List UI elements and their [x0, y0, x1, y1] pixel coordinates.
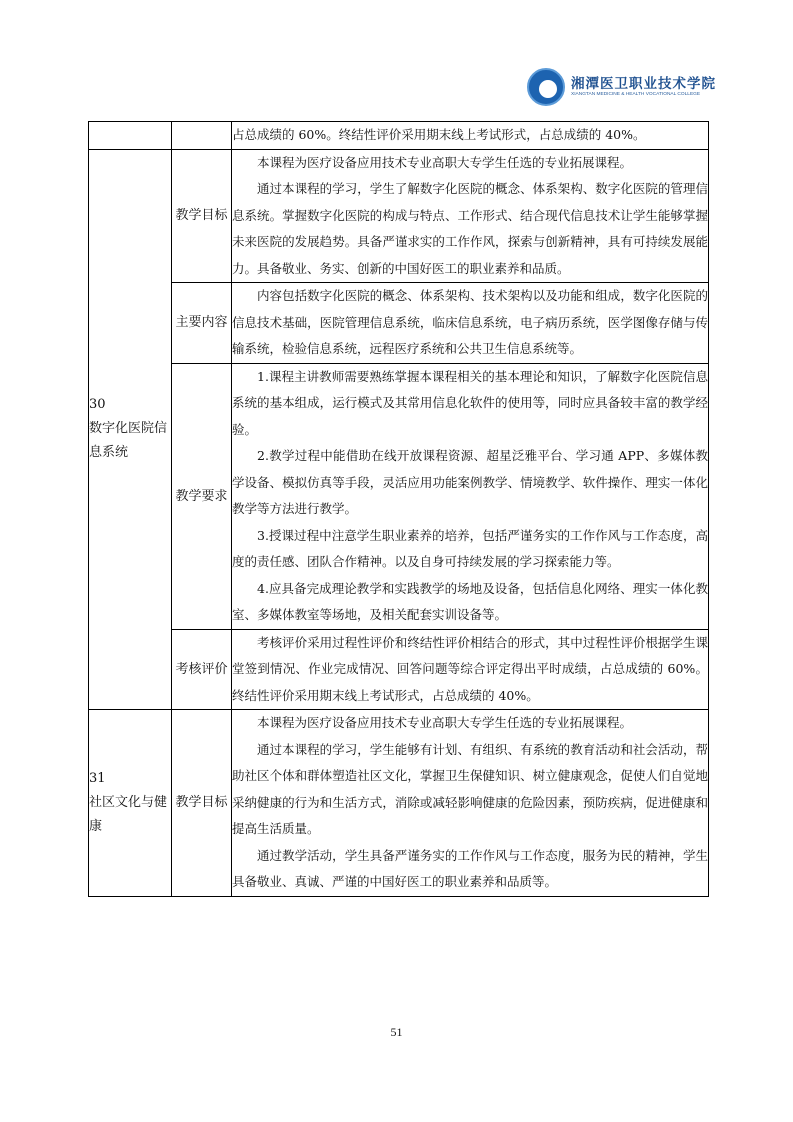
table-row-course30-evaluation — [89, 629, 709, 710]
course30-req-label: 教学要求 — [172, 363, 232, 629]
course30-req-cell — [232, 363, 709, 629]
table-row-course31-goal — [89, 710, 709, 897]
table-row-course30-requirements — [89, 363, 709, 629]
course31-number: 31 — [89, 770, 106, 786]
carryover-text: 占总成绩的 60%。终结性评价采用期末线上考试形式，占总成绩的 40%。 — [232, 127, 646, 142]
course30-req-para: 4.应具备完成理论教学和实践教学的场地及设备，包括信息化网络、理实一体化教室、多媒体教室等场地，及相关配套实训设备等。 — [232, 580, 708, 622]
course30-req-para: 2.教学过程中能借助在线开放课程资源、超星泛雅平台、学习通 APP、多媒体教学设备、模拟仿真等手段，灵活应用功能案例教学、情境教学、软件操作、理实一体化教学等方法进行教学。 — [232, 448, 708, 516]
course30-req-para: 3.授课过程中注意学生职业素养的培养，包括严谨务实的工作作风与工作态度，高度的责任感、团队合作精神。以及自身可持续发展的学习探索能力等。 — [232, 527, 708, 569]
course31-goal-label: 教学目标 — [172, 710, 232, 897]
course30-number: 30 — [89, 397, 106, 413]
course30-title-cell — [89, 149, 172, 710]
course31-goal-para: 通过本课程的学习，学生能够有计划、有组织、有系统的教育活动和社会活动，帮助社区个体和群体塑造社区文化，掌握卫生保健知识、树立健康观念，促使人们自觉地采纳健康的行为和生活方式，消除或减轻影响健康的危险因素，预防疾病，促进健康和提高生活质量。 — [232, 741, 708, 836]
course30-content-text: 内容包括数字化医院的概念、体系架构、技术架构以及功能和组成，数字化医院的信息技术基础，医院管理信息系统，临床信息系统，电子病历系统，医学图像存储与传输系统，检验信息系统，远程医疗系统和公共卫生信息系统等。 — [232, 288, 708, 356]
course-table — [88, 121, 709, 897]
course30-content-label: 主要内容 — [172, 283, 232, 364]
page-number: 51 — [390, 1025, 403, 1039]
course30-eval-cell — [232, 629, 709, 710]
college-name: 湘潭医卫职业技术学院 — [571, 76, 716, 92]
table-row-carryover — [89, 122, 709, 150]
college-name-en: XIANGTAN MEDICINE & HEALTH VOCATIONAL COLLEGE — [571, 92, 701, 97]
empty-cell — [89, 122, 172, 150]
course31-name: 社区文化与健康 — [89, 794, 168, 834]
college-emblem-icon — [527, 68, 565, 106]
table-row-course30-goal — [89, 149, 709, 283]
course30-goal-para: 通过本课程的学习，学生了解数字化医院的概念、体系架构、数字化医院的管理信息系统。掌握数字化医院的构成与特点、工作形式、结合现代信息技术让学生能够掌握未来医院的发展趋势。具备严谨求实的工作作风，探索与创新精神，具有可持续发展能力。具备敬业、务实、创新的中国好医工的职业素养和品质。 — [232, 181, 708, 276]
course30-goal-cell — [232, 149, 709, 283]
course31-title-cell — [89, 710, 172, 897]
course30-req-para: 1.课程主讲教师需要熟练掌握本课程相关的基本理论和知识，了解数字化医院信息系统的基本组成，运行模式及其常用信息化软件的使用等，同时应具备较丰富的教学经验。 — [232, 368, 708, 437]
course31-goal-para: 通过教学活动，学生具备严谨务实的工作作风与工作态度，服务为民的精神，学生具备敬业、真诚、严谨的中国好医工的职业素养和品质等。 — [232, 847, 708, 889]
course31-goal-para: 本课程为医疗设备应用技术专业高职大专学生任选的专业拓展课程。 — [257, 715, 633, 730]
course30-name: 数字化医院信息系统 — [89, 421, 168, 461]
empty-cell — [172, 122, 232, 150]
course31-goal-cell — [232, 710, 709, 897]
table-row-course30-content — [89, 283, 709, 364]
college-logo — [527, 64, 727, 110]
course30-eval-label: 考核评价 — [172, 629, 232, 710]
course30-eval-text: 考核评价采用过程性评价和终结性评价相结合的形式，其中过程性评价根据学生课堂签到情况、作业完成情况、回答问题等综合评定得出平时成绩，占总成绩的 60%。终结性评价采用期末线上考试形式，占总成绩的 40%。 — [232, 634, 708, 703]
carryover-text-cell — [232, 122, 709, 150]
course30-goal-para: 本课程为医疗设备应用技术专业高职大专学生任选的专业拓展课程。 — [257, 154, 633, 170]
course30-goal-label: 教学目标 — [172, 149, 232, 283]
course30-content-cell — [232, 283, 709, 364]
